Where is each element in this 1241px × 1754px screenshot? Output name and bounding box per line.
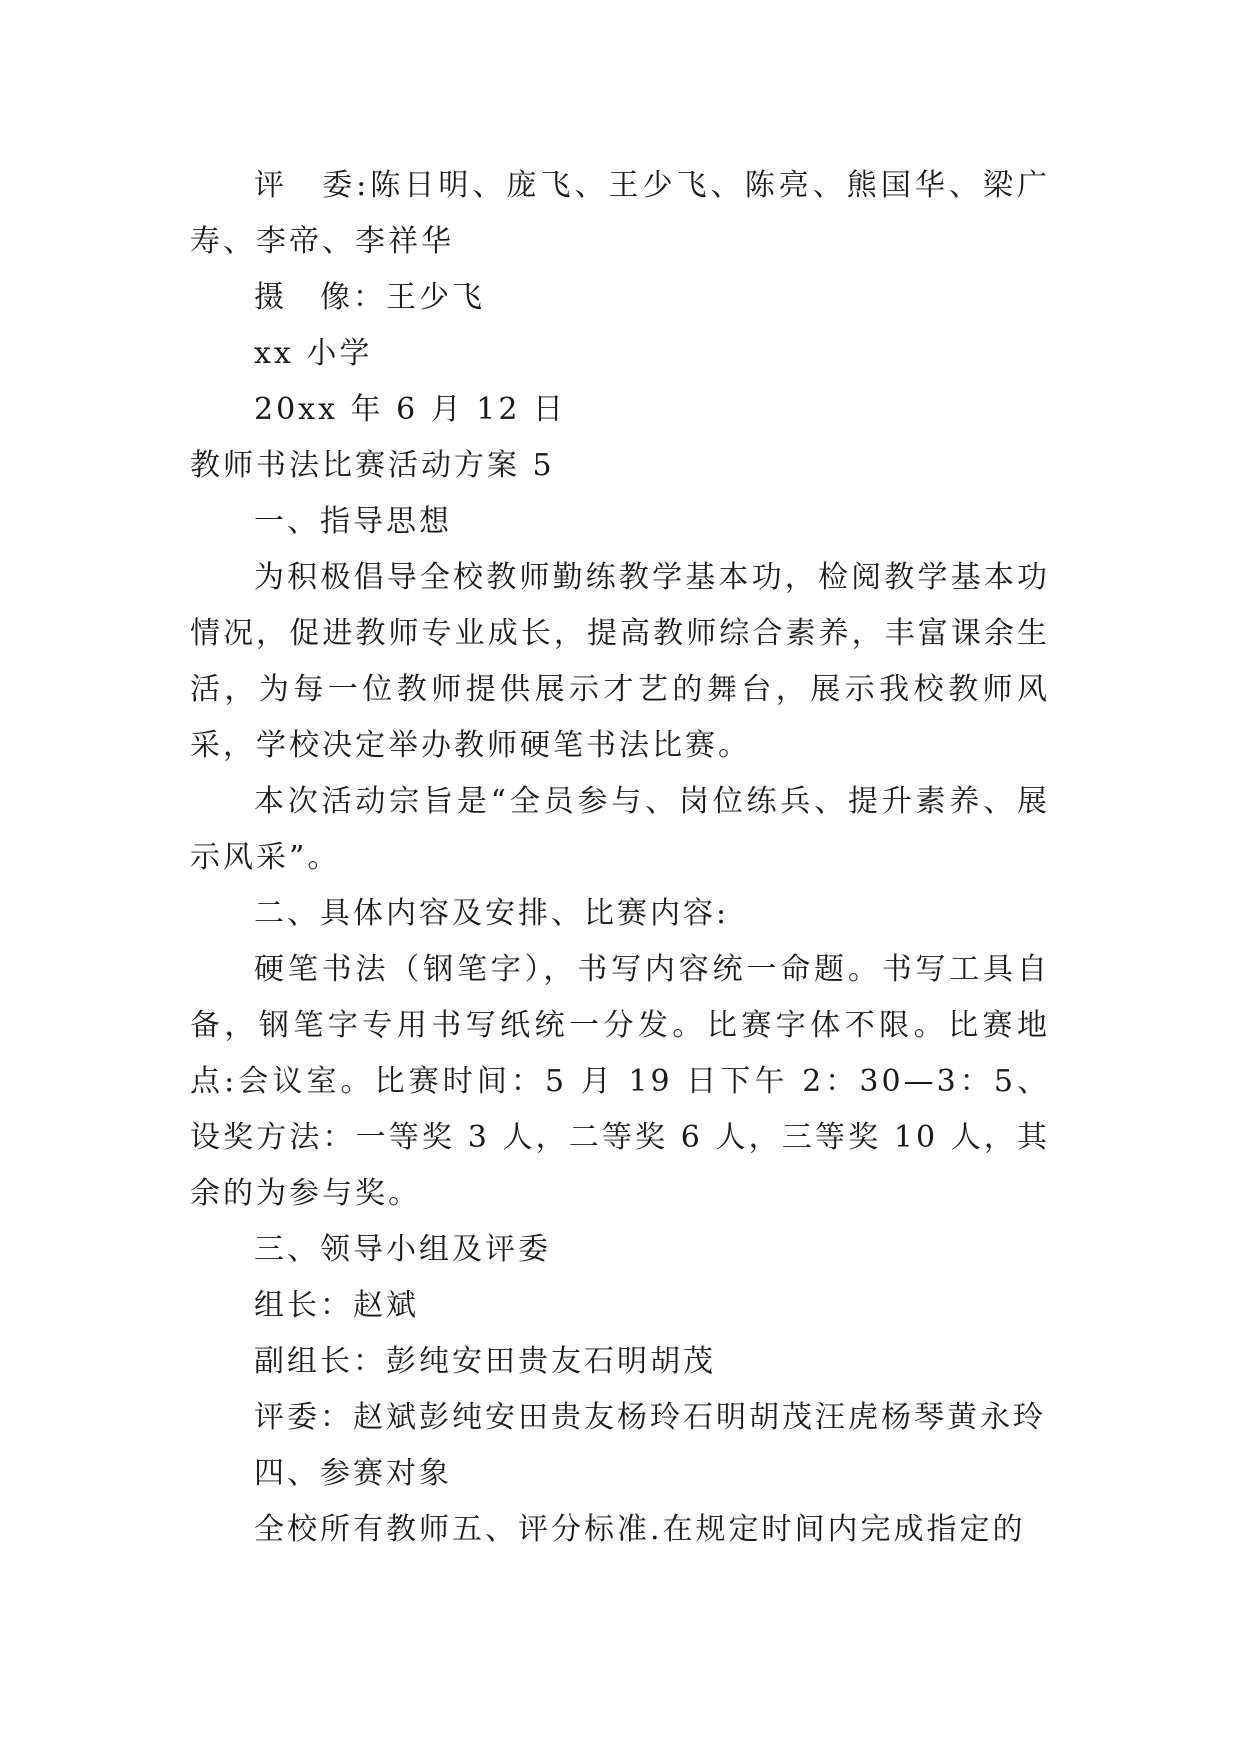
date-line: 20xx 年 6 月 12 日 [254,392,566,427]
leader-line: 组长：赵斌 [254,1288,419,1323]
camera-line: 摄 像：王少飞 [254,280,485,315]
paragraph-details: 硬笔书法（钢笔字），书写内容统一命题。书写工具自备，钢笔字专用书写纸统一分发。比赛字体不限。比赛地点:会议室。比赛时间：5 月 19 日下午 2：30—3：5、设奖方法：一等奖 3 人，二等奖 6 人，三等奖 10 人，其余的为参与奖。 [190,952,1050,1211]
section-title: 教师书法比赛活动方案 5 [190,448,555,483]
judges-line: 评 委:陈日明、庞飞、王少飞、陈亮、熊国华、梁广寿、李帝、李祥华 [190,168,1050,259]
document-body [190,158,1050,1558]
paragraph-purpose: 为积极倡导全校教师勤练教学基本功，检阅教学基本功情况，促进教师专业成长，提高教师综合素养，丰富课余生活，为每一位教师提供展示才艺的舞台，展示我校教师风采，学校决定举办教师硬笔书法比赛。 [190,560,1050,763]
judges-list-line: 评委：赵斌彭纯安田贵友杨玲石明胡茂汪虎杨琴黄永玲 [254,1400,1046,1435]
heading-content-arrangement: 二、具体内容及安排、比赛内容: [254,896,730,931]
paragraph-participants-scoring: 全校所有教师五、评分标准.在规定时间内完成指定的 [254,1512,1026,1547]
heading-guiding-thought: 一、指导思想 [254,504,452,539]
heading-participants: 四、参赛对象 [254,1456,452,1491]
heading-leadership-judges: 三、领导小组及评委 [254,1232,551,1267]
deputy-leader-line: 副组长：彭纯安田贵友石明胡茂 [254,1344,716,1379]
school-name: xx 小学 [254,336,373,371]
paragraph-aim: 本次活动宗旨是“全员参与、岗位练兵、提升素养、展示风采”。 [190,784,1050,875]
